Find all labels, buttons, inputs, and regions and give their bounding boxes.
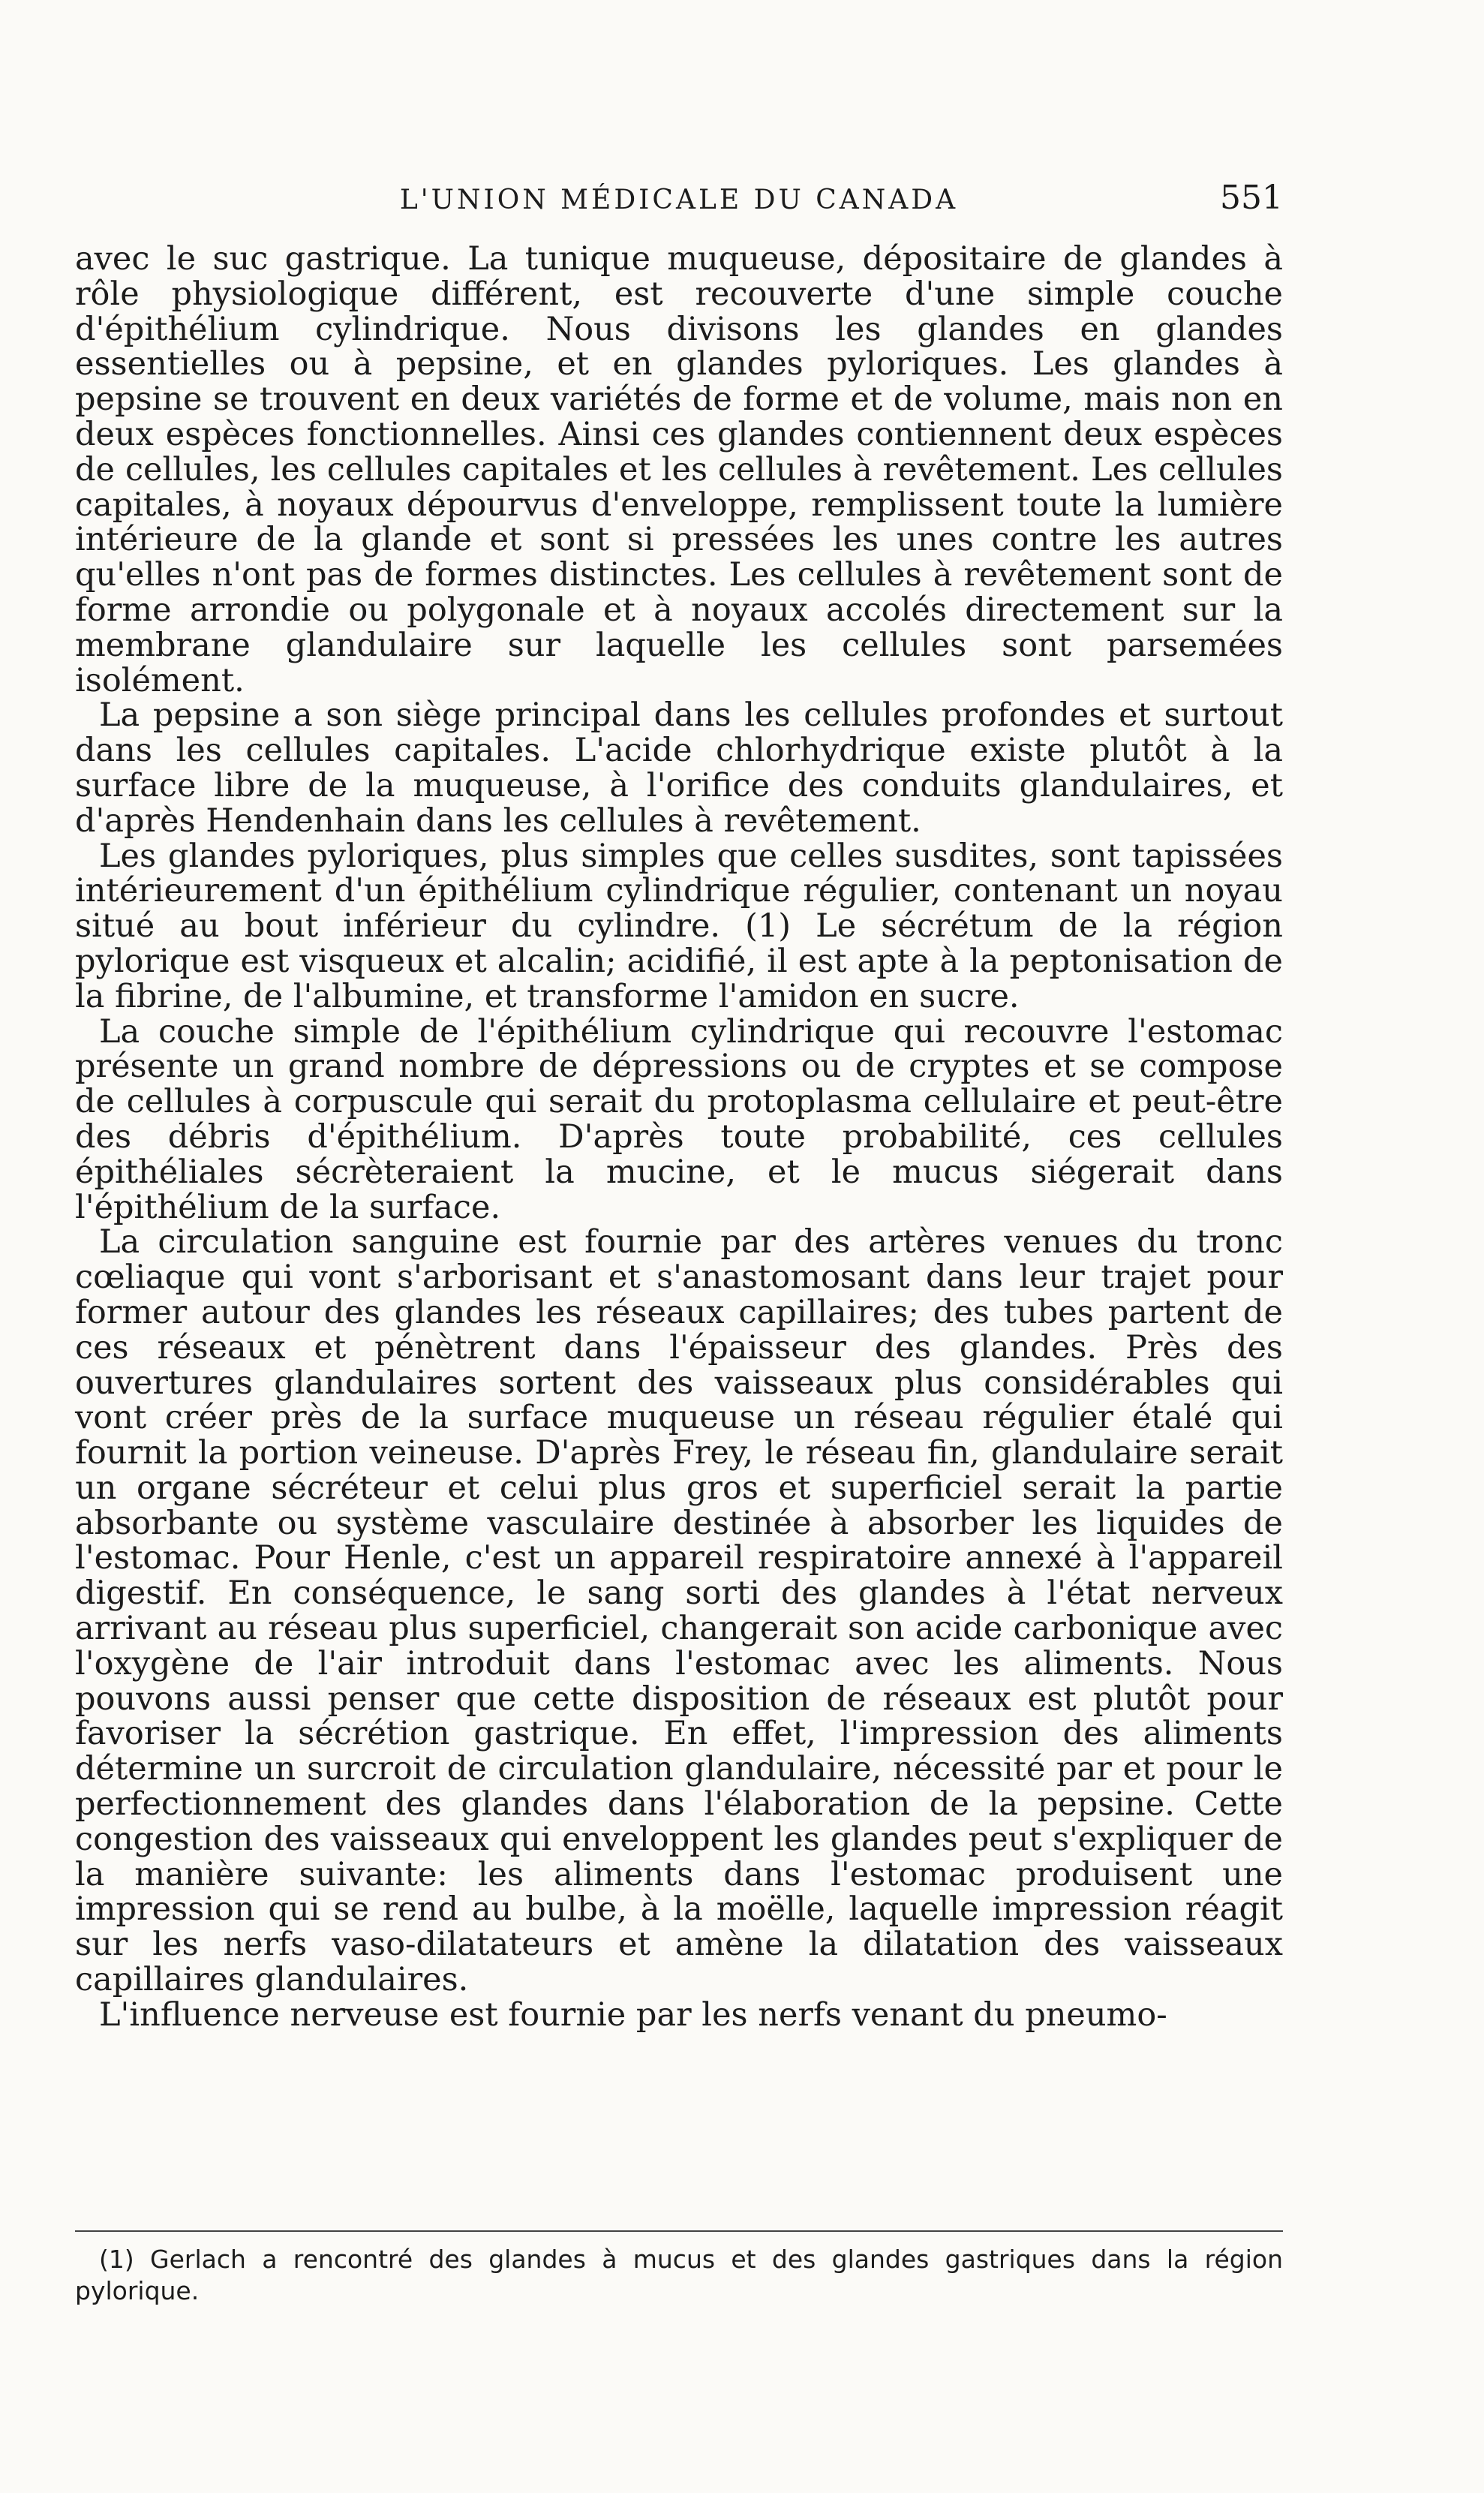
paragraph-2: La pepsine a son siège principal dans les cellules profondes et surtout dans les cellules capitales. L'acide chlorhydrique existe plutôt à la surface libre de la muqueuse, à l'orifice des conduits glandulaires, et d'après Hendenhain dans les cellules à revêtement. [75,696,1283,840]
paragraph-5: La circulation sanguine est fournie par des artères venues du tronc cœliaque qui vont s'arborisant et s'anastomosant dans leur trajet pour former autour des glandes les réseaux capillaires; des tubes partent de ces réseaux et pénètrent dans l'épaisseur des glandes. Près des ouvertures glandulaires sortent des vaisseaux plus considérables qui vont créer près de la surface muqueuse un réseau régulier étalé qui fournit la portion veineuse. D'après Frey, le réseau fin, glandulaire serait un organe sécréteur et celui plus gros et superficiel serait la partie absorbante ou système vasculaire destinée à absorber les liquides de l'estomac. Pour Henle, c'est un appareil respiratoire annexé à l'appareil digestif. En conséquence, le sang sorti des glandes à l'état nerveux arrivant au réseau plus superficiel, changerait son acide carbonique avec l'oxygène de l'air introduit dans l'estomac avec les aliments. Nous pouvons aussi penser que cette disposition de réseaux est plutôt pour favoriser la sécrétion gastrique. En effet, l'impression des aliments détermine un surcroit de circulation glandulaire, nécessité par et pour le perfectionnement des glandes dans l'élaboration de la pepsine. Cette congestion des vaisseaux qui enveloppent les glandes peut s'expliquer de la manière suivante: les aliments dans l'estomac produisent une impression qui se rend au bulbe, à la moëlle, laquelle impression réagit sur les nerfs vaso-dilatateurs et amène la dilatation des vaisseaux capillaires glandulaires. [75,1223,1283,1999]
paragraph-3: Les glandes pyloriques, plus simples que celles susdites, sont tapissées intérieurement d'un épithélium cylindrique régulier, contenant un noyau situé au bout inférieur du cylindre. (1) Le sécrétum de la région pylorique est visqueux et alcalin; acidifié, il est apte à la peptonisation de la fibrine, de l'albumine, et transforme l'amidon en sucre. [75,837,1283,1015]
body-text [75,242,1283,2033]
page-number: 551 [1220,179,1283,217]
paragraph-1: avec le suc gastrique. La tunique muqueuse, dépositaire de glandes à rôle physiologique différent, est recouverte d'une simple couche d'épithélium cylindrique. Nous divisons les glandes en glandes essentielles ou à pepsine, et en glandes pyloriques. Les glandes à pepsine se trouvent en deux variétés de forme et de volume, mais non en deux espèces fonctionnelles. Ainsi ces glandes contiennent deux espèces de cellules, les cellules capitales et les cellules à revêtement. Les cellules capitales, à noyaux dépourvus d'enveloppe, remplissent toute la lumière intérieure de la glande et sont si pressées les unes contre les autres qu'elles n'ont pas de formes distinctes. Les cellules à revêtement sont de forme arrondie ou polygonale et à noyaux accolés directement sur la membrane glandulaire sur laquelle les cellules sont parsemées isolément. [75,240,1283,699]
running-title: L'UNION MÉDICALE DU CANADA [399,185,959,215]
paragraph-4: La couche simple de l'épithélium cylindrique qui recouvre l'estomac présente un grand nombre de dépressions ou de cryptes et se compose de cellules à corpuscule qui serait du protoplasma cellulaire et peut-être des débris d'épithélium. D'après toute probabilité, ces cellules épithéliales sécrèteraient la mucine, et le mucus siégerait dans l'épithélium de la surface. [75,1012,1283,1226]
paragraph-6: L'influence nerveuse est fournie par les nerfs venant du pneumo- [99,1995,1167,2034]
footnote: (1) Gerlach a rencontré des glandes à mucus et des glandes gastriques dans la région pylorique. [75,2245,1283,2305]
footnote-divider [75,2230,1283,2232]
page-header [75,179,1283,224]
